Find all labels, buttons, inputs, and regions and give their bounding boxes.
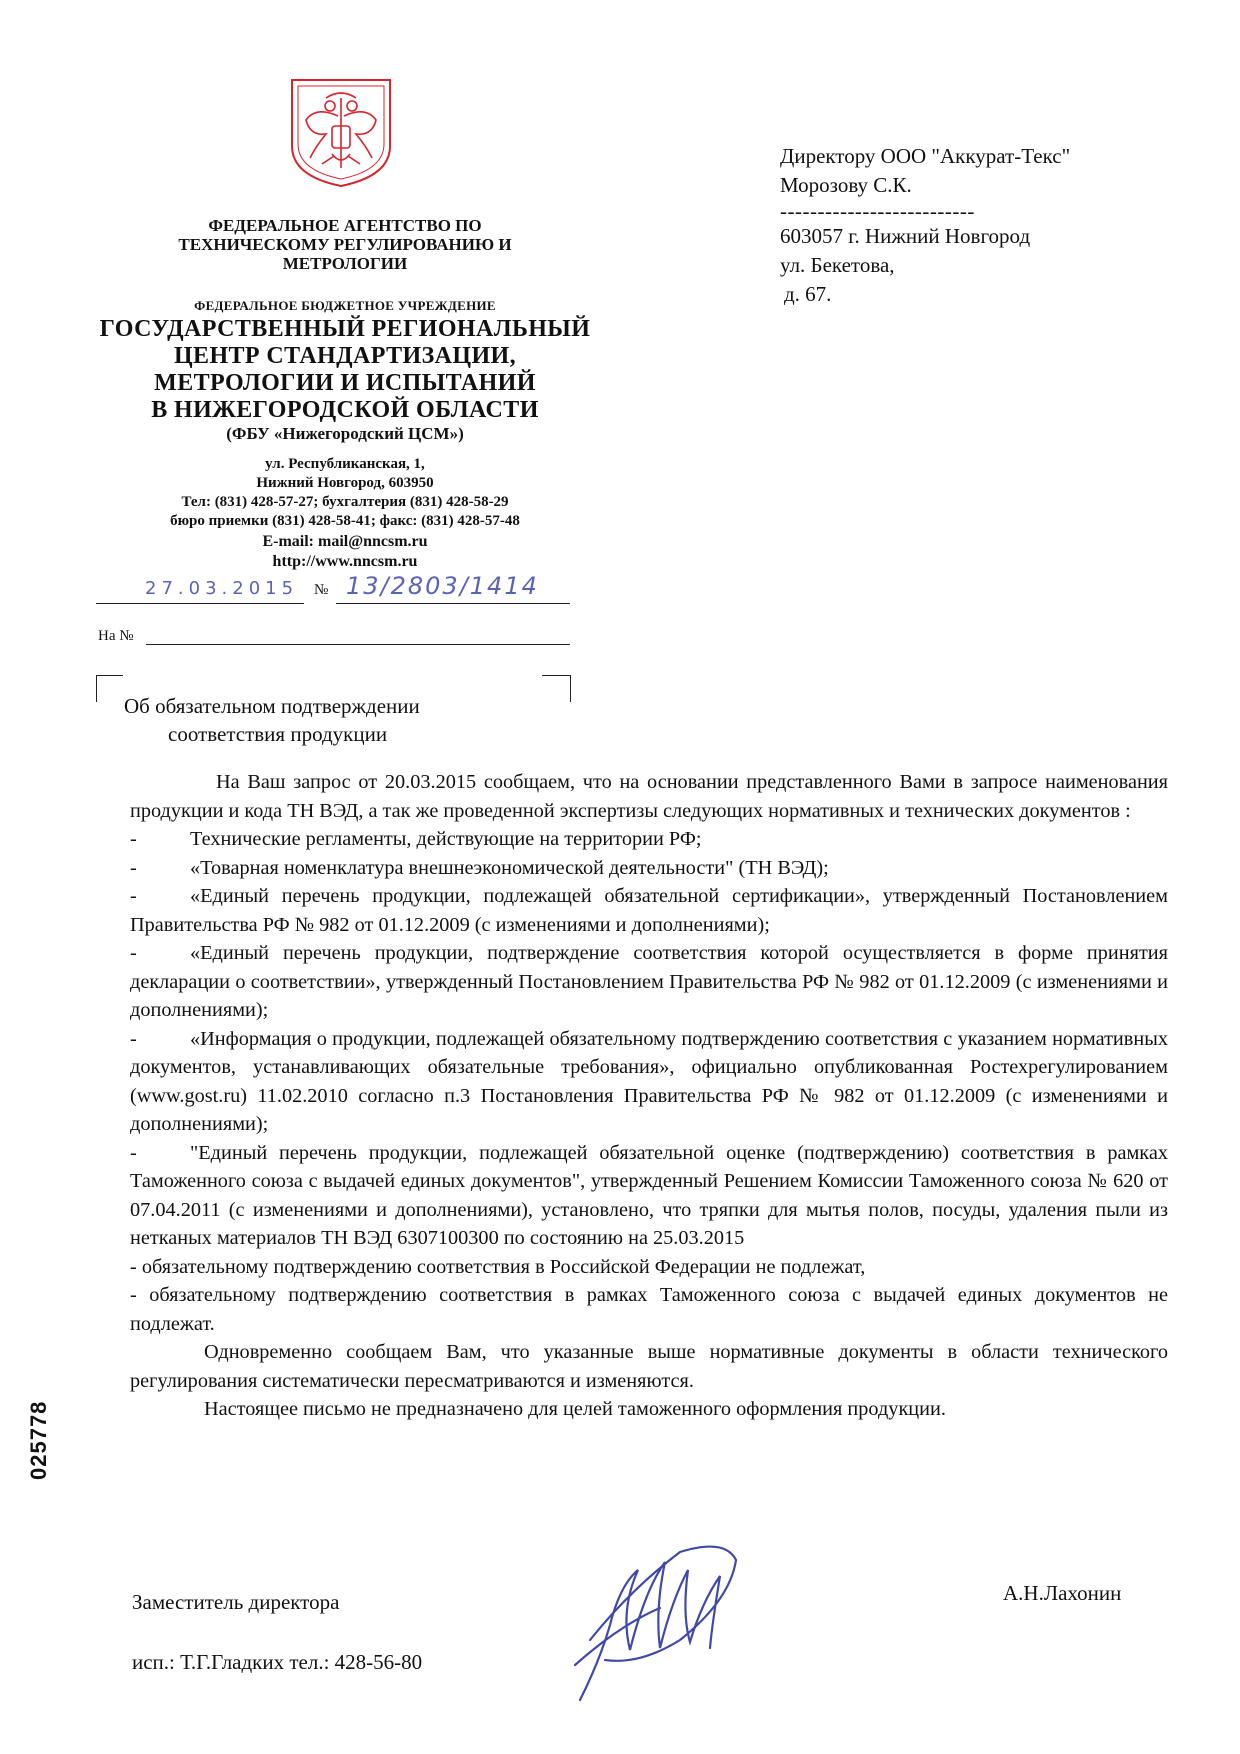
center-name-line: ЦЕНТР СТАНДАРТИЗАЦИИ, [173,343,517,369]
list-dash: - [130,828,137,850]
reference-label: На № [98,628,134,644]
center-name-line: ГОСУДАРСТВЕННЫЙ РЕГИОНАЛЬНЫЙ [99,316,591,342]
document-list-item [130,939,1168,1025]
subject-bracket-right [542,675,571,702]
contact-web [90,532,600,572]
executor-contact: исп.: Т.Г.Гладких тел.: 428-56-80 [132,1650,423,1674]
agency-line: ФЕДЕРАЛЬНОЕ АГЕНТСТВО ПО [208,216,482,235]
agency-name [90,216,600,273]
coat-of-arms-icon [286,76,396,188]
conclusion-paragraph: - обязательному подтверждению соответствия в Российской Федерации не подлежат, [130,1255,866,1278]
list-dash: - [130,856,137,879]
center-name [90,316,600,424]
agency-line: МЕТРОЛОГИИ [282,254,408,273]
reference-underline [146,644,570,645]
website: http://www.nncsm.ru [272,553,418,570]
phone-line: Тел: (831) 428-57-27; бухгалтерия (831) 428-58-29 [181,494,509,510]
signature-icon [560,1530,760,1710]
addressee-name: Морозову С.К. [780,173,912,197]
addressee-street: ул. Бекетова, [780,253,895,277]
intro-paragraph: На Ваш запрос от 20.03.2015 сообщаем, что на основании представленного Вами в запросе наименования продукции и кода ТН ВЭД, а так же проведенной экспертизы следующих нормативных и технических документов : [130,771,1168,822]
signatory-name: А.Н.Лахонин [1003,1581,1122,1605]
addressee-city: 603057 г. Нижний Новгород [780,224,1031,248]
list-dash: - [130,1141,137,1164]
list-item-text: «Информация о продукции, подлежащей обязательному подтверждению соответствия с указанием нормативных документов, устанавливающих обязательные требования», официально опубликованная Ростехрегулированием (www.gost.ru) 11.02.2010 согласно п.3 Постановления Правительства РФ № 982 от 01.12.2009 (с изменениями и дополнениями); [130,1027,1168,1135]
letter-body [130,768,1168,1424]
addressee [780,142,1070,309]
short-name: (ФБУ «Нижегородский ЦСМ») [226,424,464,443]
address-line: ул. Республиканская, 1, [265,456,425,472]
list-item-text: Технические регламенты, действующие на территории РФ; [190,828,702,850]
document-list-item [130,882,1168,939]
addressee-house: д. 67. [784,282,832,306]
subject [124,692,420,748]
contact-address [90,455,600,531]
center-name-line: В НИЖЕГОРОДСКОЙ ОБЛАСТИ [151,397,539,423]
signatory-role: Заместитель директора [132,1590,340,1614]
email: E-mail: mail@nncsm.ru [262,533,428,550]
center-name-line: МЕТРОЛОГИИ И ИСПЫТАНИЙ [154,370,536,396]
document-list-item [130,1025,1168,1139]
registration-number: 13/2803/1414 [346,572,539,600]
list-dash: - [130,1027,137,1050]
note-paragraph: Настоящее письмо не предназначено для целей таможенного оформления продукции. [204,1398,946,1420]
document-list-item [130,1139,1168,1253]
subject-line: соответствия продукции [168,722,388,746]
list-dash: - [130,885,137,907]
addressee-title: Директору ООО "Аккурат-Текс" [780,144,1071,168]
registration-date: 27.03.2015 [145,578,299,599]
list-item-text: «Единый перечень продукции, подлежащей обязательной сертификации», утвержденный Постановлением Правительства РФ № 982 от 01.12.2009 (с изменениями и дополнениями); [130,885,1168,936]
conclusion-paragraph: - обязательному подтверждению соответствия в рамках Таможенного союза с выдачей единых документов не подлежат. [130,1284,1168,1335]
list-item-text: "Единый перечень продукции, подлежащей обязательной оценке (подтверждению) соответствия в рамках Таможенного союза с выдачей единых документов", утвержденный Решением Комиссии Таможенного союза № 620 от 07.04.2011 (с изменениями и дополнениями), установлено, что тряпки для мытья полов, посуды, удаления пыли из нетканых материалов ТН ВЭД 6307100300 по состоянию на 25.03.2015 [130,1141,1168,1249]
date-underline [96,603,304,604]
agency-line: ТЕХНИЧЕСКОМУ РЕГУЛИРОВАНИЮ И [178,235,512,254]
serial-number: 025778 [26,1400,51,1480]
subject-bracket-left [96,675,123,702]
list-dash: - [130,942,137,964]
document-list-item [130,854,1168,883]
addressee-separator: -------------------------- [780,199,975,223]
budget-institution-label: ФЕДЕРАЛЬНОЕ БЮДЖЕТНОЕ УЧРЕЖДЕНИЕ [194,298,496,313]
subject-line: Об обязательном подтверждении [124,694,420,718]
list-item-text: «Единый перечень продукции, подтверждение соответствия которой осуществляется в форме принятия декларации о соответствии», утвержденный Постановлением Правительства РФ № 982 от 01.12.2009 (с изменениями и дополнениями); [130,942,1168,1021]
document-list-item [130,825,1168,854]
list-item-text: «Товарная номенклатура внешнеэкономической деятельности" (ТН ВЭД); [190,856,829,879]
address-line: Нижний Новгород, 603950 [256,475,434,491]
number-underline [336,603,570,604]
number-label: № [314,582,329,598]
fax-line: бюро приемки (831) 428-58-41; факс: (831) 428-57-48 [170,513,520,529]
note-paragraph: Одновременно сообщаем Вам, что указанные выше нормативные документы в области технического регулирования систематически пересматриваются и изменяются. [130,1341,1168,1392]
